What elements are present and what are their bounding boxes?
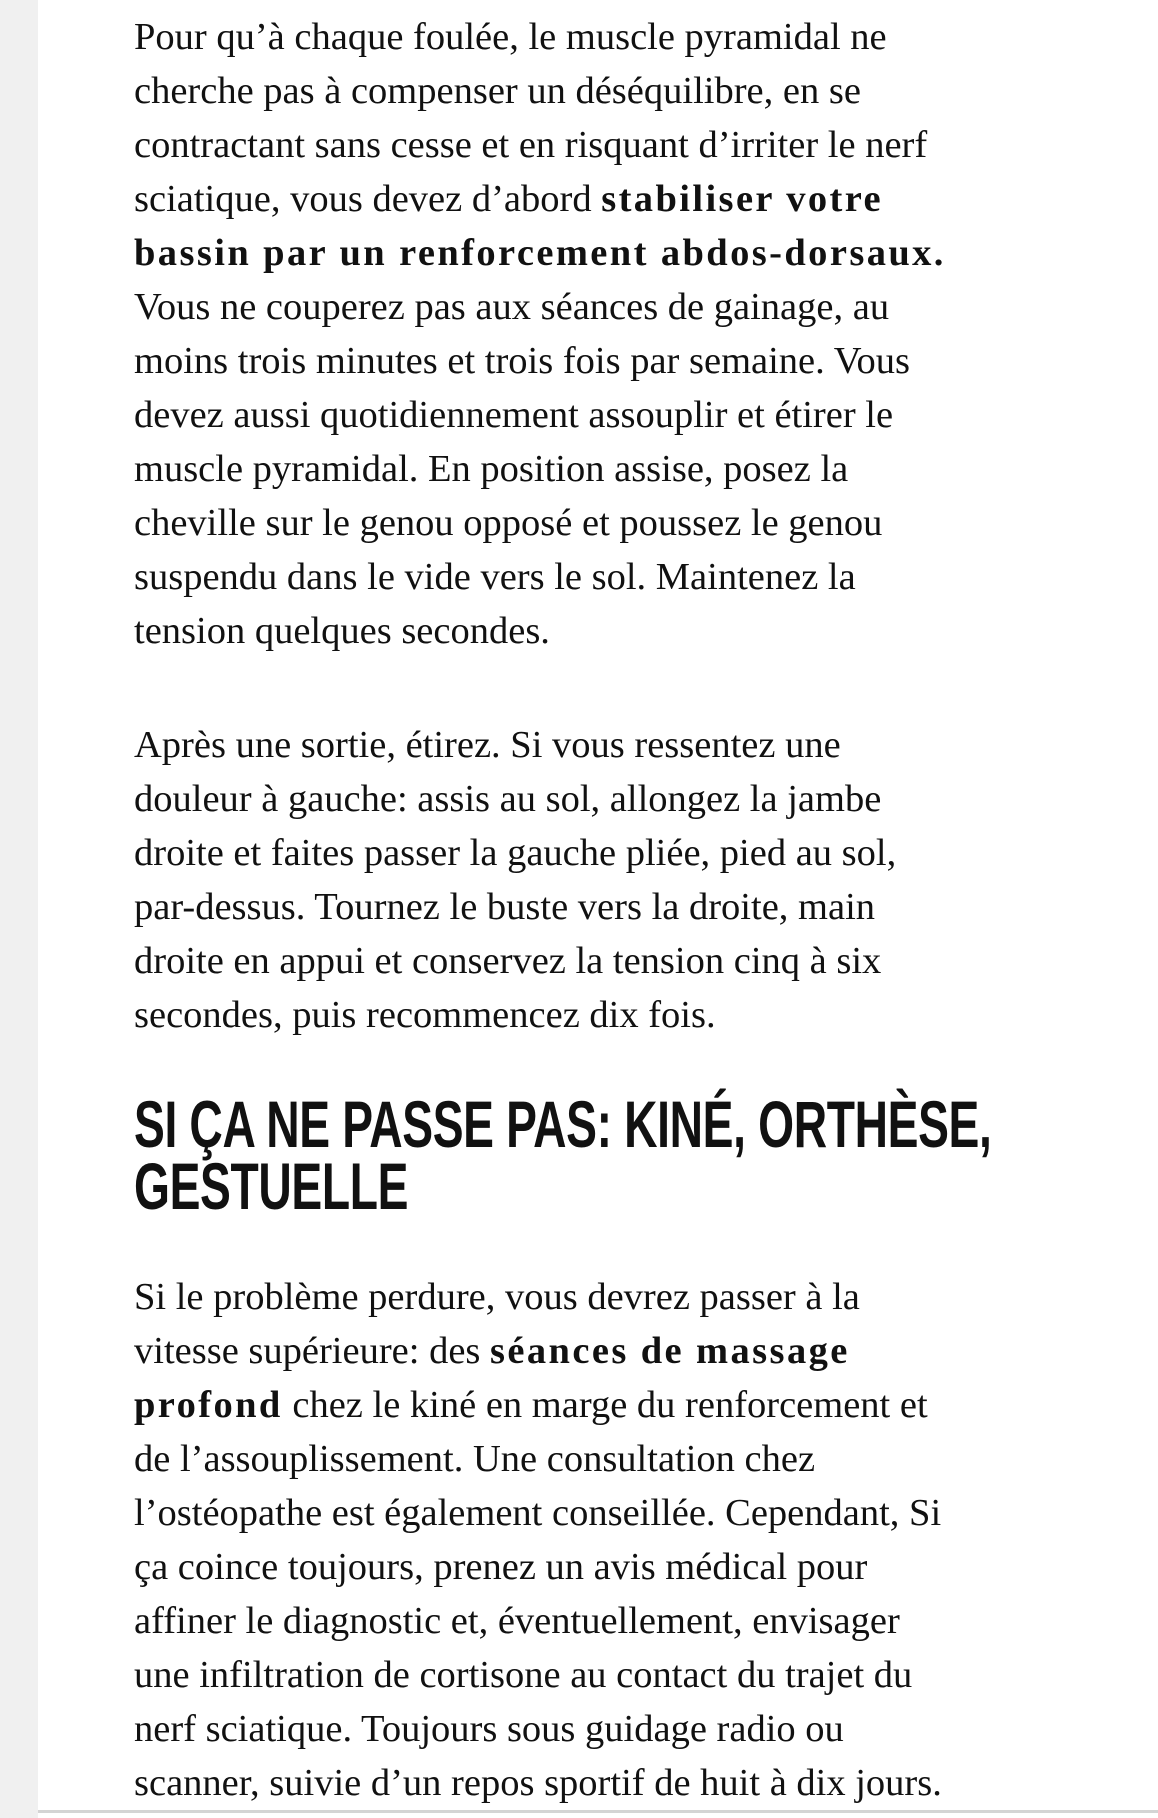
text: ça coince toujours, prenez un avis médical pour <box>134 1546 868 1588</box>
text: par-dessus. Tournez le buste vers la droite, main <box>134 886 876 928</box>
text: Vous ne couperez pas aux séances de gainage, au <box>134 286 890 328</box>
text-line <box>134 1324 942 1378</box>
text-line <box>134 880 896 934</box>
bold-text: profond <box>134 1384 283 1426</box>
text-line <box>134 118 946 172</box>
text: nerf sciatique. Toujours sous guidage radio ou <box>134 1708 844 1750</box>
text: une infiltration de cortisone au contact du trajet du <box>134 1654 913 1696</box>
text: affiner le diagnostic et, éventuellement, envisager <box>134 1600 900 1642</box>
text-line <box>134 442 946 496</box>
text-line <box>134 280 946 334</box>
text-line <box>134 1432 942 1486</box>
text: Si le problème perdure, vous devrez passer à la <box>134 1276 860 1318</box>
text: secondes, puis recommencez dix fois. <box>134 994 716 1036</box>
text-line <box>134 172 946 226</box>
text: Après une sortie, étirez. Si vous ressentez une <box>134 724 841 766</box>
text-line <box>134 988 896 1042</box>
text-line <box>134 226 946 280</box>
text: de l’assouplissement. Une consultation chez <box>134 1438 816 1480</box>
bold-text: stabiliser votre <box>601 178 884 220</box>
text: suspendu dans le vide vers le sol. Maintenez la <box>134 556 856 598</box>
bottom-divider <box>38 1810 1158 1813</box>
text-line <box>134 1702 942 1756</box>
text-line <box>134 550 946 604</box>
text-line <box>134 64 946 118</box>
text-line <box>134 1648 942 1702</box>
text-line <box>134 934 896 988</box>
text-line <box>134 1378 942 1432</box>
bold-text: séances de massage <box>490 1330 850 1372</box>
text: Pour qu’à chaque foulée, le muscle pyramidal ne <box>134 16 887 58</box>
paragraph-kine <box>134 1270 942 1810</box>
text: cherche pas à compenser un déséquilibre, en se <box>134 70 861 112</box>
text: vitesse supérieure: des <box>134 1330 491 1372</box>
heading-line-1: SI ÇA NE PASSE PAS: KINÉ, ORTHÈSE, <box>134 1087 992 1161</box>
text-line <box>134 1540 942 1594</box>
paragraph-stabiliser <box>134 10 946 658</box>
left-margin-strip <box>0 0 38 1818</box>
text-line <box>134 388 946 442</box>
text-line <box>134 1594 942 1648</box>
text: l’ostéopathe est également conseillée. Cependant, Si <box>134 1492 942 1534</box>
text-line <box>134 496 946 550</box>
text-line <box>134 718 896 772</box>
text-line <box>134 10 946 64</box>
text: scanner, suivie d’un repos sportif de huit à dix jours. <box>134 1762 942 1804</box>
text-line <box>134 1486 942 1540</box>
text: douleur à gauche: assis au sol, allongez la jambe <box>134 778 882 820</box>
text: sciatique, vous devez d’abord <box>134 178 602 220</box>
text-line <box>134 1270 942 1324</box>
text: devez aussi quotidiennement assouplir et étirer le <box>134 394 894 436</box>
text: chez le kiné en marge du renforcement et <box>282 1384 928 1426</box>
text-line <box>134 1756 942 1810</box>
text: droite et faites passer la gauche pliée, pied au sol, <box>134 832 897 874</box>
text: moins trois minutes et trois fois par semaine. Vous <box>134 340 911 382</box>
text-line <box>134 826 896 880</box>
text: cheville sur le genou opposé et poussez le genou <box>134 502 883 544</box>
text: contractant sans cesse et en risquant d’irriter le nerf <box>134 124 928 166</box>
text-line <box>134 604 946 658</box>
text: muscle pyramidal. En position assise, posez la <box>134 448 849 490</box>
section-heading <box>134 1087 992 1223</box>
text-line <box>134 334 946 388</box>
text: tension quelques secondes. <box>134 610 550 652</box>
text-line <box>134 772 896 826</box>
bold-text: bassin par un renforcement abdos-dorsaux. <box>134 232 946 274</box>
paragraph-etirement <box>134 718 896 1042</box>
text: droite en appui et conservez la tension cinq à six <box>134 940 882 982</box>
heading-line-2: GESTUELLE <box>134 1149 409 1223</box>
